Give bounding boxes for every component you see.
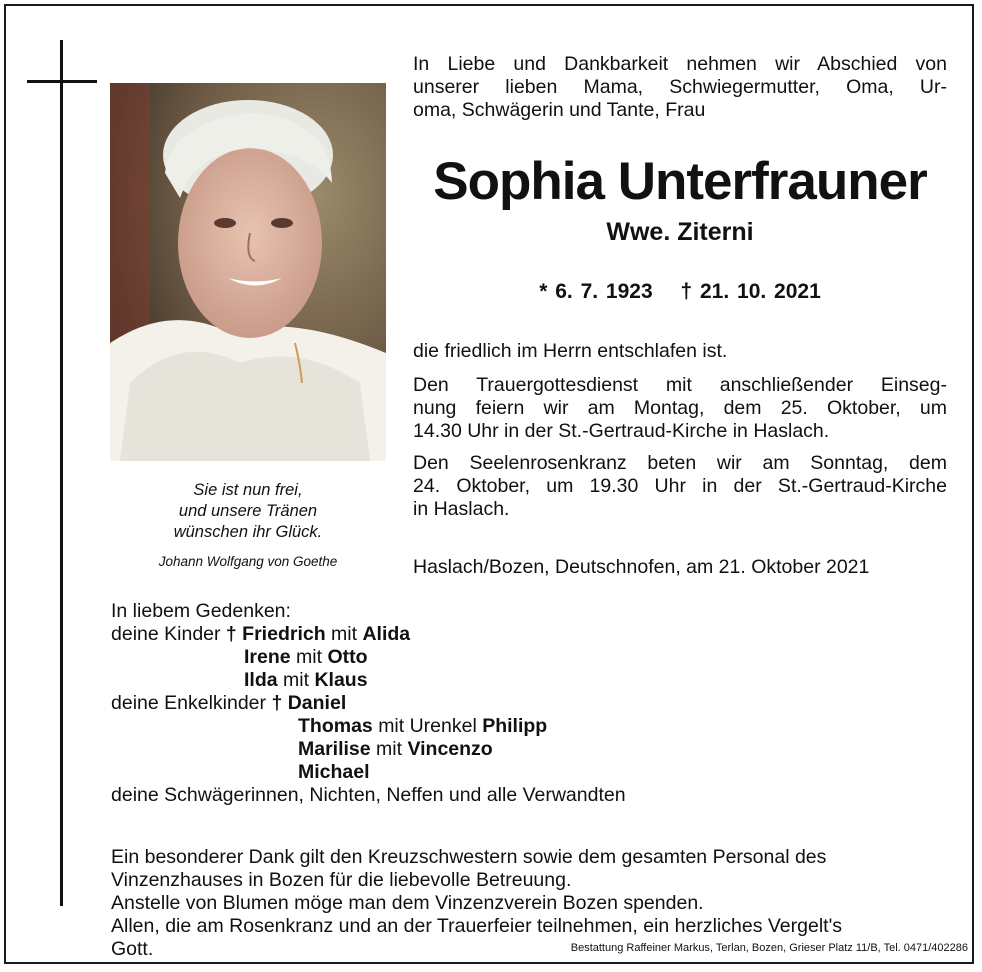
child-partner: Alida [362, 623, 411, 645]
passed-line: die friedlich im Herrn entschlafen ist. [413, 340, 728, 362]
intro-line: oma, Schwägerin und Tante, Frau [413, 99, 706, 121]
thanks-line: Anstelle von Blumen möge man dem Vinzenzverein Bozen spenden. [111, 892, 704, 914]
passed-text [413, 340, 947, 363]
birth-date: * 6. 7. 1923 [539, 280, 653, 303]
child-name: † Friedrich [225, 623, 326, 645]
funeral-line: nung feiern wir am Montag, dem 25. Oktober, um [413, 397, 947, 419]
thanks-line: Vinzenzhauses in Bozen für die liebevolle Betreuung. [111, 869, 572, 891]
grandchildren-label: deine Enkelkinder [111, 692, 267, 714]
child-name: Irene [244, 646, 291, 668]
cross-icon [60, 40, 63, 906]
family-row [111, 715, 871, 738]
family-row [111, 692, 871, 715]
children-label: deine Kinder [111, 623, 221, 645]
maiden-name: Wwe. Ziterni [606, 218, 754, 246]
rosary-line: in Haslach. [413, 498, 510, 520]
life-dates [413, 280, 947, 304]
child-with: mit [296, 646, 323, 668]
child-name: Ilda [244, 669, 278, 691]
quote [110, 480, 386, 543]
intro-line: unserer lieben Mama, Schwiegermutter, Oma, Ur- [413, 76, 947, 98]
family-row [111, 646, 871, 669]
family-row [111, 623, 871, 646]
family-row [111, 669, 871, 692]
grandchild-partner: Vincenzo [407, 738, 493, 760]
rosary-line: 24. Oktober, um 19.30 Uhr in der St.-Gertraud-Kirche [413, 475, 947, 497]
quote-line: wünschen ihr Glück. [173, 523, 323, 541]
cross-icon-bar [27, 80, 97, 83]
funeral-line: Den Trauergottesdienst mit anschließender Einseg- [413, 374, 947, 396]
grandchild-name: Michael [298, 761, 370, 783]
place-date: Haslach/Bozen, Deutschnofen, am 21. Oktober 2021 [413, 556, 870, 578]
family-row [111, 761, 871, 784]
deceased-name: Sophia Unterfrauner [433, 152, 927, 211]
grandchild-name: Marilise [298, 738, 371, 760]
portrait-photo [110, 83, 386, 461]
grandchild-name: † Daniel [271, 692, 347, 714]
rosary-line: Den Seelenrosenkranz beten wir am Sonntag, dem [413, 452, 947, 474]
family-list [111, 600, 871, 807]
child-partner: Klaus [314, 669, 368, 691]
grandchild-partner: Philipp [482, 715, 548, 737]
thanks-line: Gott. [111, 938, 154, 960]
quote-line: und unsere Tränen [178, 502, 318, 520]
grandchild-name: Thomas [298, 715, 373, 737]
intro-text [413, 53, 947, 122]
undertaker-info: Bestattung Raffeiner Markus, Terlan, Bozen, Grieser Platz 11/B, Tel. 0471/402286 [570, 942, 968, 954]
grandchild-with: mit Urenkel [378, 715, 477, 737]
family-row [111, 738, 871, 761]
funeral-line: 14.30 Uhr in der St.-Gertraud-Kirche in Haslach. [413, 420, 830, 442]
child-with: mit [331, 623, 358, 645]
thanks-line: Ein besonderer Dank gilt den Kreuzschwestern sowie dem gesamten Personal des [111, 846, 827, 868]
grandchild-with: mit [376, 738, 403, 760]
family-others: deine Schwägerinnen, Nichten, Neffen und alle Verwandten [111, 784, 626, 806]
rosary-text [413, 452, 947, 521]
family-heading: In liebem Gedenken: [111, 600, 291, 622]
death-date: † 21. 10. 2021 [680, 280, 821, 303]
quote-line: Sie ist nun frei, [193, 481, 303, 499]
thanks-line: Allen, die am Rosenkranz und an der Trauerfeier teilnehmen, ein herzliches Vergelt's [111, 915, 843, 937]
funeral-text [413, 374, 947, 443]
child-partner: Otto [327, 646, 368, 668]
quote-author: Johann Wolfgang von Goethe [158, 554, 338, 569]
intro-line: In Liebe und Dankbarkeit nehmen wir Abschied von [413, 53, 947, 75]
child-with: mit [283, 669, 310, 691]
